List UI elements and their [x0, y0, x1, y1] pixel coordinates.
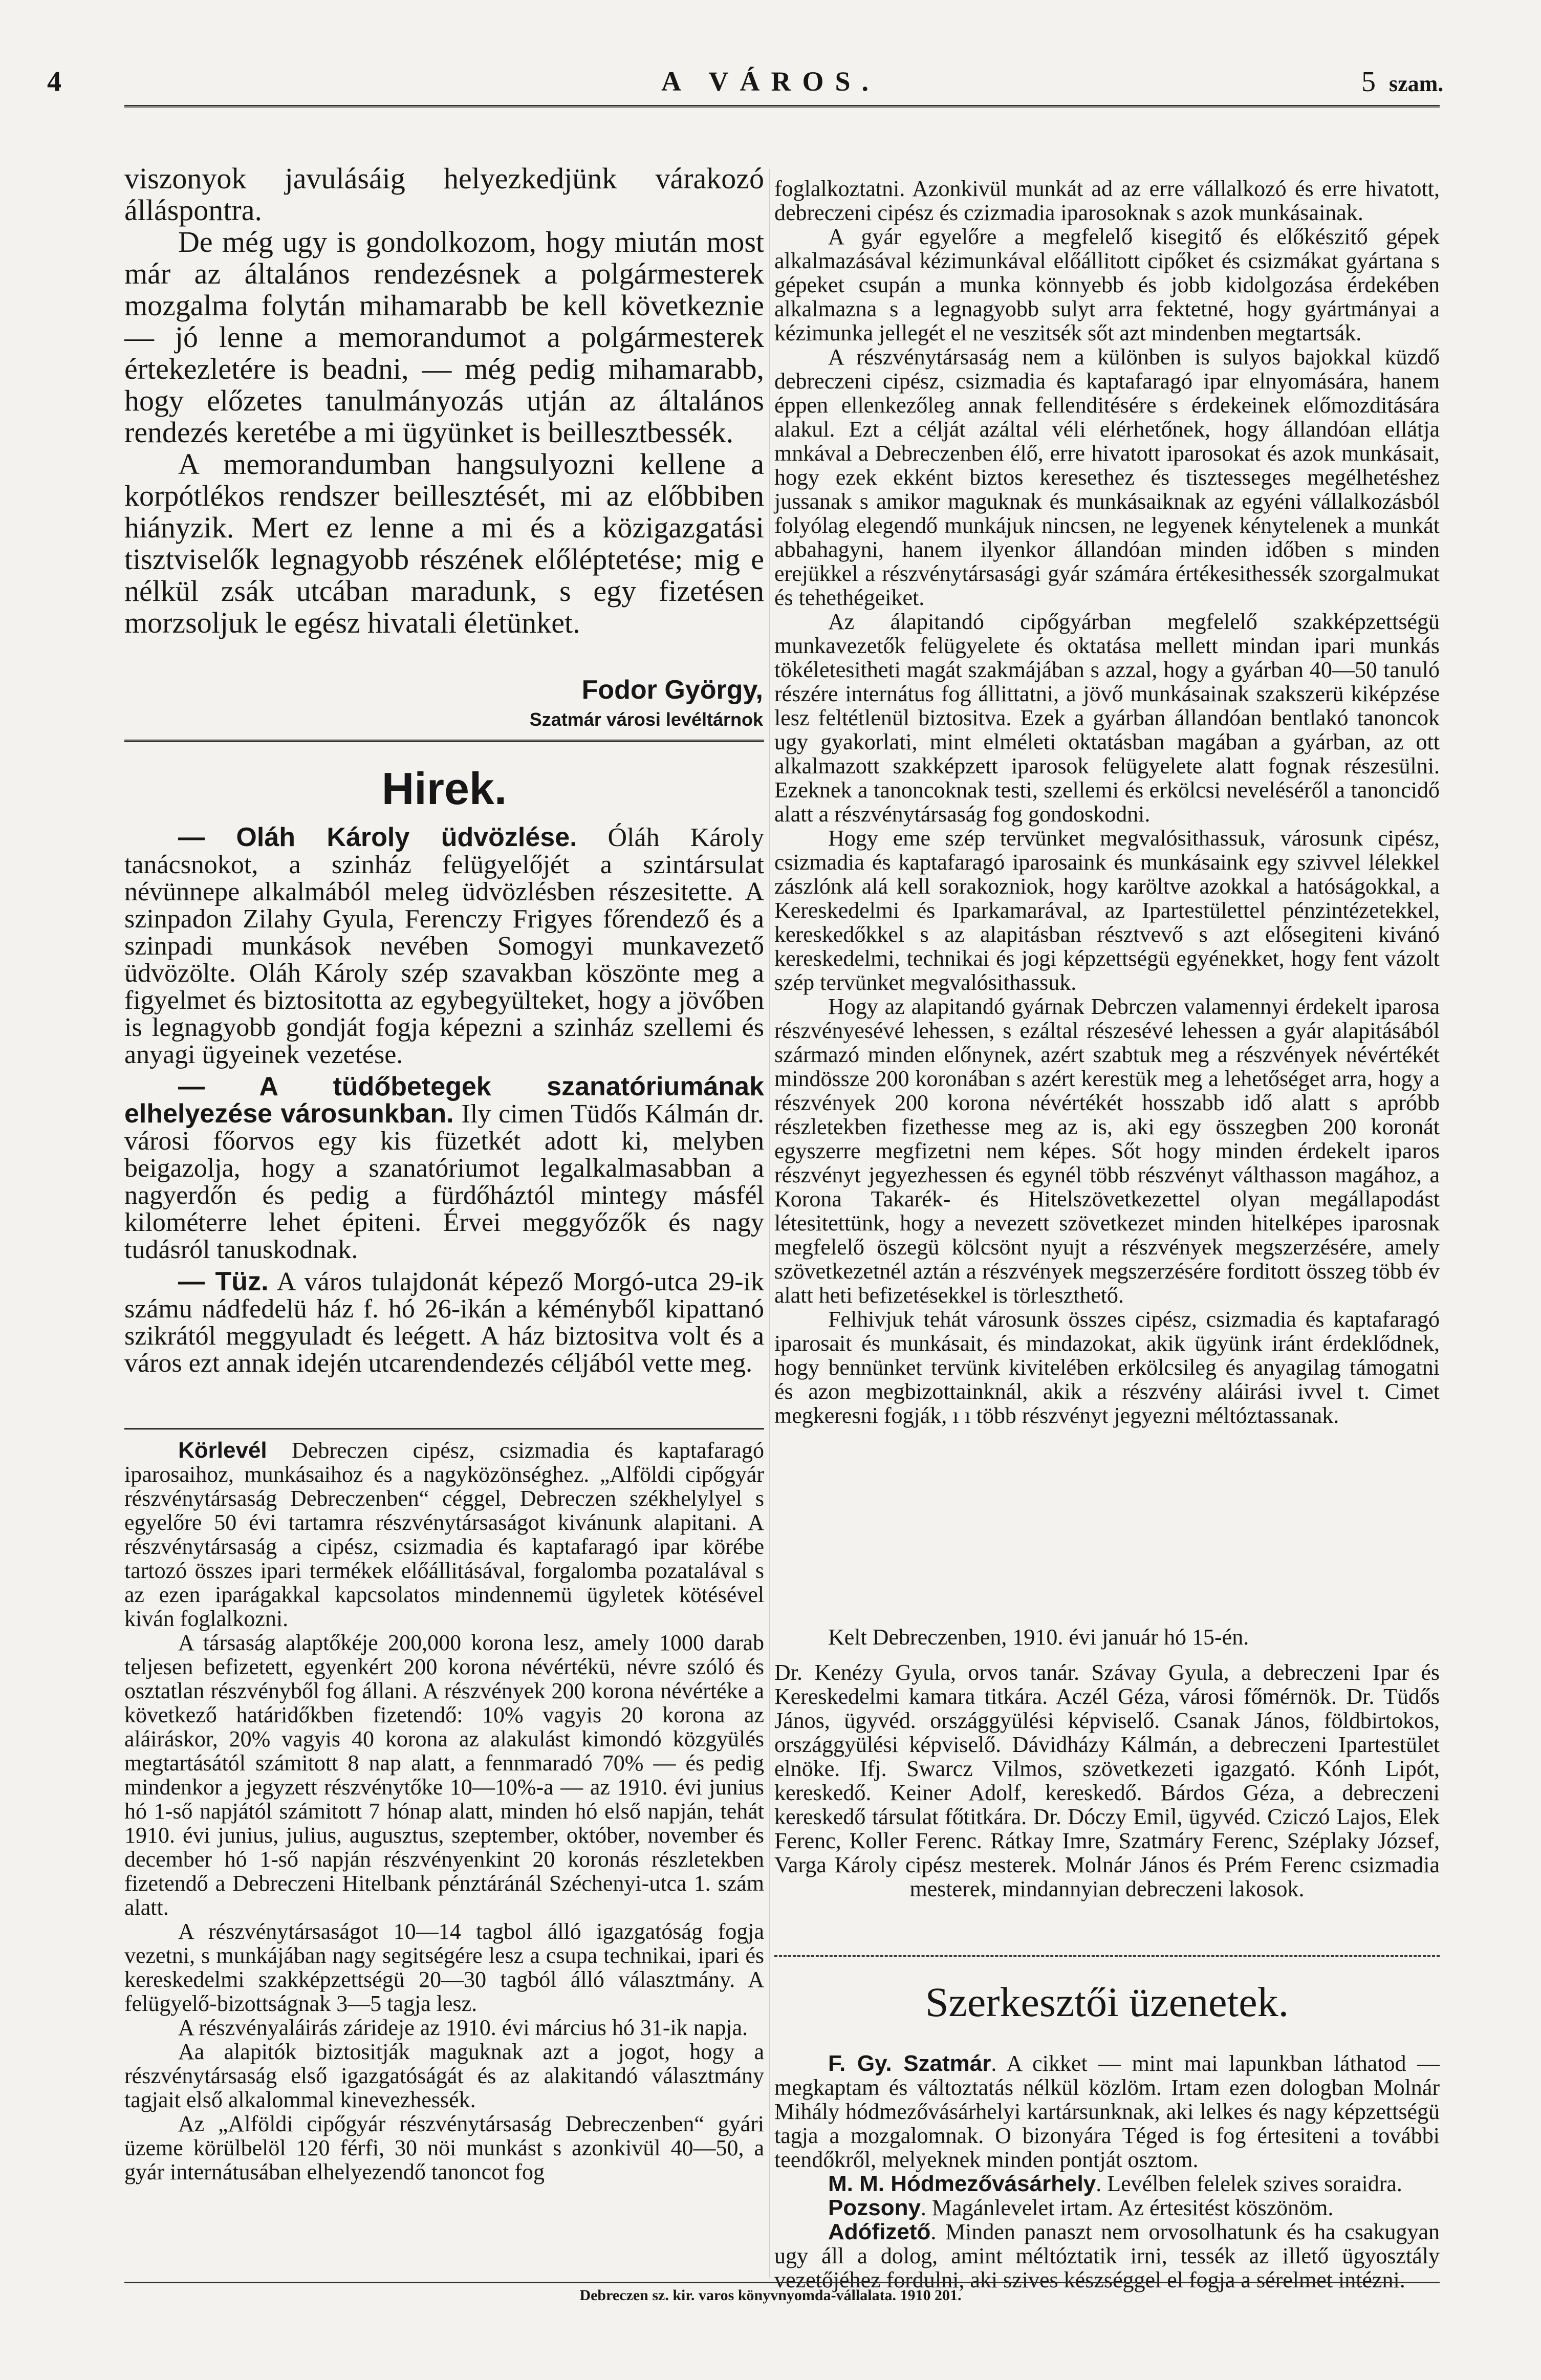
- article-paragraph: De még ugy is gondolkozom, hogy miután most már az általános rendezésnek a polgármesterek mozgalma folytán mihamarabb be kell következnie — jó lenne a memorandumot a polgármesterek értekezletére is beadni, — még pedig mihamarabb, hogy előzetes tanulmányozás utján az általános rendezés keretébe a mi ügyünket is beillesztbessék.: [124, 225, 764, 449]
- news-item-title: — Tüz.: [178, 1267, 269, 1296]
- circular-letter-continued: [774, 177, 1440, 1427]
- editorial-item: [774, 2196, 1440, 2220]
- news-item-text: A város tulajdonát képező Morgó-utca 29-ik számu nádfedelü ház f. hó 26-ikán a kéményből kipattanó szikrától meggyuladt és leégett. A ház biztositva volt és a város ezt annak idején utcarendendezés céljából vette meg.: [124, 1267, 765, 1378]
- printer-imprint: Debreczen sz. kir. varos könyvnyomda-vállalata. 1910 201.: [579, 2287, 962, 2304]
- editorial-item: [774, 2172, 1440, 2196]
- news-item-text: Óláh Károly tanácsnokot, a szinház felügyelőjét a szintársulat névünnepe alkalmából meleg üdvözlésben részesitette. A szinpadon Zilahy Gyula, Ferenczy Frigyes főrendező és a szinpadi munkások nevében Somogyi munkavezető üdvözölte. Oláh Károly szép szavakban köszönte meg a figyelmet és biztositotta az egybegyülteket, hogy a jövőben is legnagyobb gondját fogja képezni a szinház szellemi és anyagi ügyeinek vezetése.: [124, 823, 764, 1069]
- news-item-text: Ily cimen Tüdős Kálmán dr. városi főorvos egy kis füzetkét adott ki, melyben beigazolja, hogy a szanatóriumot legalkalmasabban a nagyerdőn és pedig a fürdőháztól mintegy másfél kilométerre lehet épiteni. Érvei meggyőzők és nagy tudásról tanuskodnak.: [124, 1099, 765, 1264]
- circular-signatures: [774, 1625, 1440, 1901]
- editorial-heading: Szerkesztői üzenetek.: [925, 1979, 1289, 2025]
- circular-paragraph: A gyár egyelőre a megfelelő kisegitő és előkészitő gépek alkalmazásával kézimunkával előállitott cipőket és csizmákat gyártana s gépeket csupán a munka könnyebb és jobb kidolgozása érdekében alkalmazna s a legnagyobb sulyt arra fektetné, hogy gyártmányai a kézimunka jellegét el ne veszitsék sőt azt mindenben megtartsák.: [774, 224, 1440, 345]
- issue-number: [1361, 66, 1443, 98]
- circular-text: Debreczen cipész, csizmadia és kaptafaragó iparosaihoz, munkásaihoz és a nagyközönséghez. „Alföldi cipőgyár részvénytársaság Debreczenben“ céggel, Debreczen székhelylyel s egyelőre 50 évi tartamra részvénytársaságot kivánunk alapitani. A részvénytársaság a cipész, csizmadia és kaptafaragó ipar körébe tartozó összes ipari termékek előállitásával, forgalomba pozatalával s az ezen iparágakkal kapcsolatos mindennemü ügyletek kötésével kiván foglalkozni.: [124, 1438, 764, 1631]
- editorial-text: . Levélben felelek szives soraidra.: [1096, 2171, 1402, 2196]
- section-rule: [124, 1428, 764, 1430]
- article-author: Fodor György,: [581, 675, 763, 705]
- section-rule: [124, 740, 764, 742]
- editorial-recipient: M. M. Hódmezővásárhely: [828, 2171, 1096, 2196]
- news-item-title: — A tüdőbetegek szanatóriumának elhelyezése városunkban.: [124, 1072, 764, 1129]
- circular-paragraph: Az álapitandó cipőgyárban megfelelő szakképzettségü munkavezetők felügyelete és oktatása mellett mindan ipari munkás tökéletesitheti magát szakmájában s azzal, hogy a gyárban 40—50 tanuló részére internátus fog állittatni, a jövő munkásainak szakszerü kiképzése lesz feltétlenül biztositva. Ezek a gyárban állandóan bentlakó tanoncok ugy gyakorlati, mint elméleti oktatásban magában a gyárban, az ott alkalmazott szakképzett iparosok felügyelete alatt fognak részesülni. Ezeknek a tanoncoknak testi, szellemi és erkölcsi neveléséről a tanoncidő alatt a részvénytársaság fog gondoskodni.: [774, 609, 1440, 827]
- article-author-title: Szatmár városi levéltárnok: [529, 709, 763, 730]
- circular-paragraph: A részvényaláirás zárideje az 1910. évi március hó 31-ik napja.: [178, 2015, 748, 2040]
- footer-rule: [124, 2282, 1440, 2283]
- circular-paragraph: Hogy eme szép tervünket megvalósithassuk, városunk cipész, csizmadia és kaptafaragó iparosaink és munkásaink egy szivvel lélekkel zászlónk alá kell sorakozniok, hogy karöltve azokkal a hatóságokkal, a Kereskedelmi és Iparkamarával, az Ipartestülettel pénzintézetekkel, kereskedőkkel s az alapitásban résztvevő s azt elősegiteni kivánó kereskedelmi, technikai és jogi képzettségü egyénekket, hogy fent vázolt szép tervünket megvalósithassuk.: [774, 826, 1440, 995]
- dateline: Kelt Debreczenben, 1910. évi január hó 15-én.: [828, 1625, 1249, 1650]
- issue-number-label: szam.: [1389, 71, 1444, 96]
- circular-paragraph: foglalkoztatni. Azonkivül munkát ad az erre vállalkozó és erre hivatott, debreczeni cipész és czizmadia iparosoknak s azok munkásainak.: [774, 176, 1440, 225]
- editorial-item: [774, 2220, 1440, 2292]
- news-item: [124, 1073, 764, 1263]
- news-item-title: — Oláh Károly üdvözlése.: [178, 823, 577, 852]
- circular-paragraph: [124, 1438, 764, 1631]
- editorial-text: . Magánlevelet irtam. Az értesitést köszönöm.: [920, 2195, 1334, 2220]
- column-divider: [769, 169, 770, 2278]
- editorial-item: [774, 2051, 1440, 2172]
- section-rule: [774, 1955, 1440, 1957]
- header-rule: [124, 105, 1440, 107]
- editorial-recipient: Adófizető: [828, 2219, 931, 2244]
- signatories: Dr. Kenézy Gyula, orvos tanár. Szávay Gyula, a debreczeni Ipar és Kereskedelmi kamara titkára. Aczél Géza, városi főmérnök. Dr. Tüdős János, ügyvéd. országgyülési képviselő. Csanak János, földbirtokos, országgyülési képviselő. Dávidházy Kálmán, a debreczeni Ipartestület elnöke. Ifj. Swarcz Vilmos, szövetkezeti igazgató. Kónh Lipót, kereskedő. Keiner Adolf, kereskedő. Bárdos Géza, a debreczeni kereskedő társulat főtitkára. Dr. Dóczy Emil, ügyvéd. Cziczó Lajos, Elek Ferenc, Koller Ferenc. Rátkay Imre, Szatmáry Ferenc, Széplaky József, Varga Károly cipész mesterek. Molnár János és Prém Ferenc csizmadia mesterek, mindannyian debreczeni lakosok.: [774, 1660, 1440, 1901]
- circular-paragraph: Felhivjuk tehát városunk összes cipész, csizmadia és kaptafaragó iparosait és munkásait, és mindazokat, akik ügyünk iránt érdeklődnek, hogy bennünket tervünk kivitelében erkölcsileg és anyagilag támogatni és azon megbizottainknál, akik a részvény aláirási ivvel t. Cimet megkeresni fogják, ı ı több részvényt jegyezni méltóztassanak.: [774, 1307, 1440, 1428]
- article-body: [124, 163, 764, 639]
- editorial-recipient: F. Gy. Szatmár: [828, 2051, 991, 2076]
- editorial-messages: [774, 2051, 1440, 2292]
- news-list: [124, 824, 764, 1377]
- news-item: [124, 824, 764, 1068]
- editorial-recipient: Pozsony: [828, 2195, 921, 2220]
- news-item: [124, 1268, 764, 1377]
- circular-paragraph: Hogy az alapitandó gyárnak Debrczen valamennyi érdekelt iparosa részvényesévé lehessen, s ezáltal részesévé lehessen a gyár alapitásából származó minden előnynek, azért szabtuk meg a részvények névértékét mindössze 200 koronában s azért kerestük meg a lehetőséget arra, hogy a részvények 200 korona névértékét hosszabb idő alatt s apróbb részletekben fizethesse meg az is, aki egy összegben 200 koronát egyszerre megfizetni nem képes. Sőt hogy minden érdekelt iparos részvényt jegyezhessen és egynél több részvényt válthasson magához, a Korona Takarék- és Hitelszövetkezettel olyan megállapodást létesitettünk, hogy a nevezett szövetkezet minden hitelképes iparosnak megfelelő öszegü kölcsönt nyujt a részvények megszerzésére, amely szövetkezetnél aztán a részvények megszerzésére forditott összeg több év alatt heti befizetésekkel is törleszthető.: [774, 994, 1440, 1308]
- circular-paragraph: A részvénytársaság nem a különben is sulyos bajokkal küzdő debreczeni cipész, csizmadia és kaptafaragó ipar elnyomására, hanem éppen ellenkezőleg annak fellenditésére s érdekeinek előmozditására alakul. Ezt a célját azáltal véli elérhetőnek, hogy állandóan ellátja mnkával a Debreczenben élő, erre hivatott iparosokat és azok munkásait, hogy ezek ekként biztos keresethez és tisztesseges megélhetéshez jussanak s amikor maguknak és munkásaiknak az egyéni vállalkozásból folyólag elegendő munkájuk nincsen, ne legyenek kénytelenek a munkát abbahagyni, hanem ilyenkor állandóan minden időben s minden erejükkel a részvénytársasági gyár számára értékesithessék szorgalmukat és tehethégeiket.: [774, 344, 1440, 610]
- circular-paragraph: A részvénytársaságot 10—14 tagbol álló igazgatóság fogja vezetni, s munkájában nagy segitségére lesz a csupa technikai, ipari és kereskedelmi szakképzettségü 20—30 tagból álló választmány. A felügyelő-bizottságnak 3—5 tagja lesz.: [124, 1919, 764, 2016]
- article-paragraph: viszonyok javulásáig helyezkedjünk várakozó álláspontra.: [124, 162, 764, 227]
- issue-number-value: 5: [1361, 66, 1376, 98]
- circular-paragraph: A társaság alaptőkéje 200,000 korona lesz, amely 1000 darab teljesen befizetett, egyenkért 200 korona névértékü, névre szóló és osztatlan részvényből fog állani. A részvények 200 korona névértéke a következő határidőkben fizetendő: 10% vagyis 20 korona az aláiráskor, 20% vagyis 40 korona az alakulást kimondó közgyülés megtartásától számitott 8 nap alatt, a fennmaradó 70% — és pedig mindenkor a jegyzett részvénytőke 10—10%-a — az 1910. évi junius hó 1-ső napjától számitott 7 hónap alatt, minden hó első napján, tehát 1910. évi junius, julius, augusztus, szeptember, október, november és december hó 1-ső napján részvényenkint 20 koronás részletekben fizetendő a Debreczeni Hitelbank pénztáránál Széchenyi-utca 1. szám alatt.: [124, 1630, 764, 1920]
- editorial-text: . Minden panaszt nem orvosolhatunk és ha csakugyan ugy áll a dolog, amint méltóztatik irni, tessék az illető ügyosztály vezetőjéhez fordulni, aki szives készséggel el fogja a sérelmet intézni.: [774, 2219, 1440, 2292]
- editorial-text: . A cikket — mint mai lapunkban láthatod — megkaptam és változtatás nélkül közlöm. Irtam ezen dologban Molnár Mihály hódmezővásárhelyi kartársunknak, aki lelkes és nagy képzettségü tagja a mozgalomnak. O bizonyára Téged is fog értesiteni a további teendőkről, melyeknek minden pontját osztom.: [774, 2051, 1440, 2172]
- news-heading: Hirek.: [381, 763, 507, 814]
- circular-title: Körlevél: [178, 1438, 267, 1463]
- circular-paragraph: Aa alapitók biztositják maguknak azt a jogot, hogy a részvénytársaság első igazgatóságát és az alakitandó választmány tagjait első alkalommal kinevezhessék.: [124, 2039, 764, 2112]
- circular-paragraph: Az „Alföldi cipőgyár részvénytársaság Debreczenben“ gyári üzeme körülbelöl 120 férfi, 30 nöi munkást s azonkivül 40—50, a gyár internátusában elhelyezendő tanoncot fog: [124, 2111, 764, 2184]
- article-paragraph: A memorandumban hangsulyozni kellene a korpótlékos rendszer beillesztését, mi az előbbiben hiányzik. Mert ez lenne a mi és a közigazgatási tisztviselők legnagyobb részének előléptetése; mig e nélkül zsák utcában maradunk, s egy fizetésen morzsoljuk le egész hivatali életünket.: [124, 447, 764, 639]
- newspaper-title: A VÁROS.: [661, 66, 880, 97]
- page-number-left: 4: [47, 66, 61, 98]
- circular-letter: [124, 1438, 764, 2184]
